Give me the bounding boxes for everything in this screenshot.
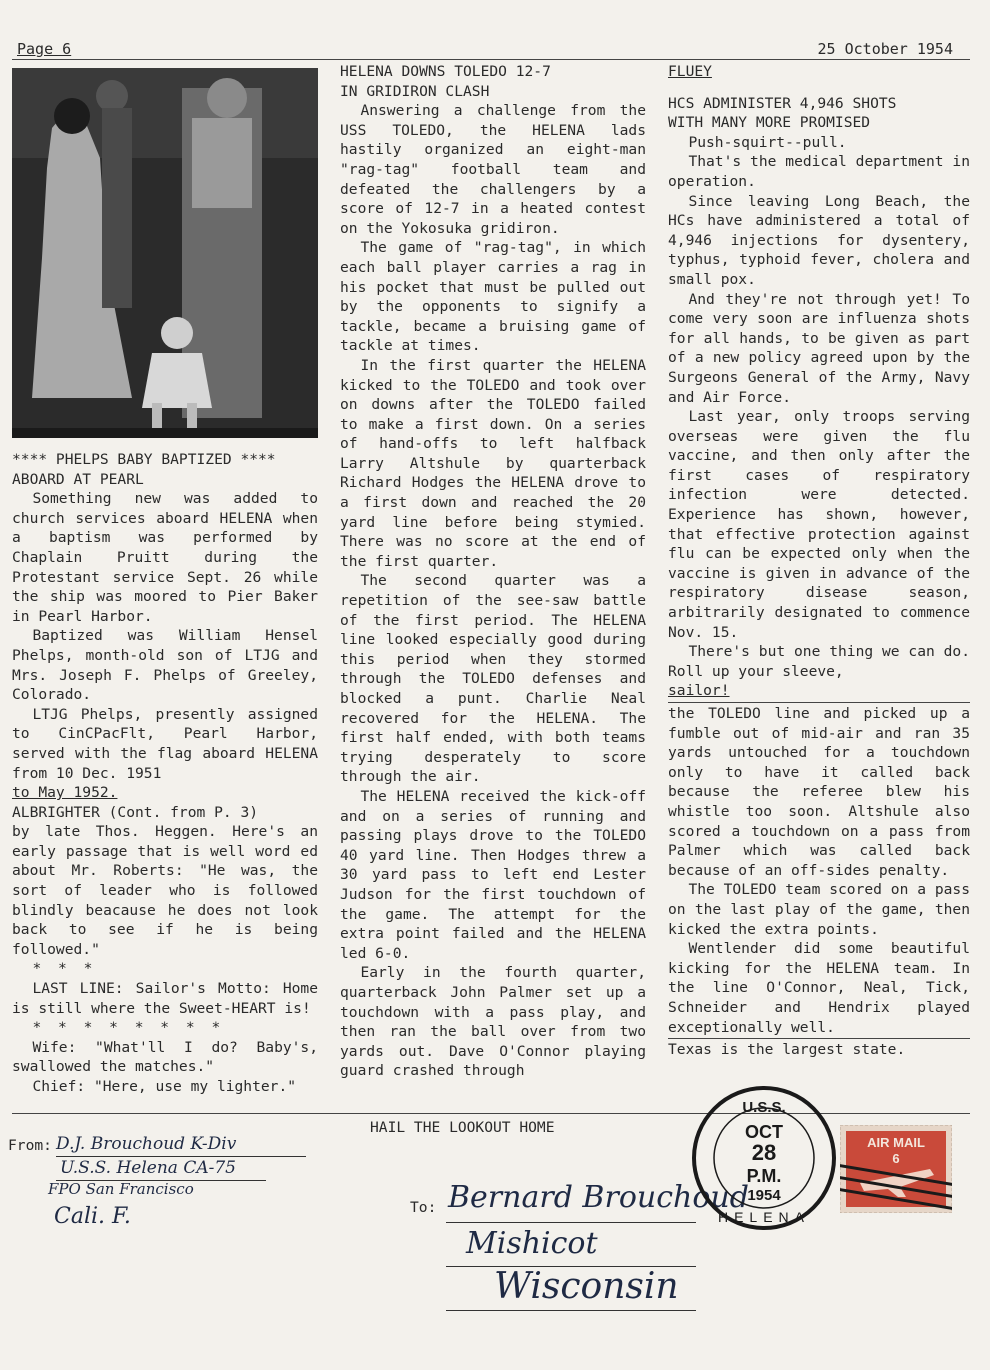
football-paragraph: In the first quarter the HELENA kicked to the TOLEDO and took over on downs after the TOLEDO failed to make a first down. On a series of hand-offs to left halfback Larry Altshule by quarterback Richard Hodges the HELENA drove to a first down and reached the 20 yard line before being stymied. There was no score at the end of the first quarter. (340, 356, 646, 570)
baptism-paragraph: Something new was added to church services aboard HELENA when a baptism was performed by Chaplain Pruitt during the Protestant service Sept. 26 while the ship was moored to Pier Baker in Pearl Harbor. (12, 490, 318, 625)
filler-fact: Texas is the largest state. (668, 1041, 906, 1059)
shots-paragraph: That's the medical department in operation. (668, 153, 970, 190)
column-left (12, 68, 318, 1097)
baptism-paragraph: Baptized was William Hensel Phelps, month-old son of LTJG and Mrs. Joseph F. Phelps of Greeley, Colorado. (12, 627, 318, 704)
to-label: To: (410, 1199, 437, 1216)
baptism-headline: **** PHELPS BABY BAPTIZED **** (12, 451, 276, 468)
to-underline (446, 1222, 696, 1223)
stamp-text: AIR MAIL (867, 1135, 925, 1150)
shots-paragraph: Push-squirt--pull. (688, 133, 847, 151)
to-underline (446, 1310, 696, 1311)
column-rule (668, 1038, 970, 1039)
football-subheadline: IN GRIDIRON CLASH (340, 82, 490, 100)
football-headline: HELENA DOWNS TOLEDO 12-7 (340, 63, 551, 80)
column-right (668, 62, 970, 1060)
hail-footer: HAIL THE LOOKOUT HOME (370, 1119, 555, 1136)
albrighter-headline: ALBRIGHTER (Cont. from P. 3) (12, 803, 259, 821)
from-line: U.S.S. Helena CA-75 (60, 1158, 236, 1178)
separator-stars: * * * (32, 960, 97, 978)
from-label: From: (8, 1137, 52, 1154)
shots-headline: HCS ADMINISTER 4,946 SHOTS (668, 94, 897, 112)
football-continued: The TOLEDO team scored on a pass on the last play of the game, then kicked the extra points. (668, 881, 970, 938)
header-rule (12, 59, 970, 60)
football-paragraph: The game of "rag-tag", in which each ball player carries a rag in his pocket that must be pulled out by the opponents to signify a tackle, became a bruising game of tackle at times. (340, 239, 646, 355)
to-line: Wisconsin (494, 1266, 679, 1307)
from-underline (56, 1156, 306, 1157)
postmark-month: OCT (745, 1122, 783, 1142)
postmark-ampm: P.M. (746, 1166, 782, 1186)
baptism-photo (12, 68, 318, 438)
postmark-icon (688, 1082, 840, 1234)
airmail-stamp-icon (840, 1125, 952, 1213)
postmark-top: U.S.S. (742, 1099, 786, 1116)
joke-line: Chief: "Here, use my lighter." (32, 1078, 297, 1095)
baptism-paragraph-end: to May 1952. (12, 784, 118, 802)
from-line: D.J. Brouchoud K-Div (56, 1134, 237, 1154)
page-number: Page 6 (17, 40, 72, 58)
baptism-subheadline: ABOARD AT PEARL (12, 470, 144, 488)
joke-line: Wife: "What'll I do? Baby's, swallowed the matches." (12, 1038, 318, 1076)
football-paragraph: The second quarter was a repetition of the see-saw battle of the first period. The HELENA line looked especially good during this period when they stormed through the TOLEDO defenses and blocked a punt. Charlie Neal recovered for the HELENA. The first half ended, with both teams trying desperately to score through the air. (340, 572, 646, 786)
football-continued: Wentlender did some beautiful kicking for the HELENA team. In the line O'Connor, Neal, Tick, Schneider and Hendrix played exceptionally well. (668, 940, 970, 1036)
to-line: Mishicot (466, 1226, 598, 1261)
column-rule (668, 702, 970, 703)
from-line: Cali. F. (54, 1204, 131, 1229)
from-line: FPO San Francisco (48, 1180, 194, 1198)
shots-paragraph: And they're not through yet! To come very soon are influenza shots for all hands, to be given as part of a new policy agreed upon by the Surgeons General of the Army, Navy and Air Force. (668, 290, 970, 406)
shots-paragraph: Since leaving Long Beach, the HCs have administered a total of 4,946 injections for dysentery, typhus, typhoid fever, cholera and small pox. (668, 192, 970, 288)
last-line-paragraph: LAST LINE: Sailor's Motto: Home is still where the Sweet-HEART is! (12, 980, 318, 1017)
football-continued: the TOLEDO line and picked up a fumble out of mid-air and ran 35 yards untouched for a touchdown only to have it called back because the referee blew his whistle too soon. Altshule also scored a touchdown on a pass from Palmer which was called back because of an off-sides penalty. (668, 705, 970, 879)
football-paragraph: Early in the fourth quarter, quarterback John Palmer set up a touchdown with a pass play, and then ran the ball over from two yards out. Dave O'Connor playing guard crashed through (340, 964, 646, 1080)
football-paragraph: The HELENA received the kick-off and on a series of running and passing plays drove to the TOLEDO 40 yard line. Then Hodges threw a 30 yard pass to left end Lester Judson for the first touchdown of the game. The attempt for the extra point failed and the HELENA led 6-0. (340, 787, 646, 962)
shots-subheadline: WITH MANY MORE PROMISED (668, 114, 871, 132)
issue-date: 25 October 1954 (817, 40, 953, 58)
shots-paragraph: There's but one thing we can do. Roll up your sleeve, (668, 643, 970, 680)
stamp-value: 6 (892, 1151, 900, 1166)
column-middle (340, 62, 646, 1081)
postmark-day: 28 (751, 1140, 777, 1165)
section-title-fluey: FLUEY (668, 63, 712, 80)
shots-paragraph: Last year, only troops serving overseas were given the flu vaccine, and then only after the first cases of respiratory infection were detected. Experience has shown, however, that effective protection against flu can be expected only when the vaccine is given in advance of the respiratory disease season, arbitrarily designated to commence Nov. 15. (668, 408, 970, 641)
shots-paragraph-end: sailor! (668, 682, 730, 700)
albrighter-paragraph: by late Thos. Heggen. Here's an early passage that is well word ed about Mr. Roberts: "He was, the sort of leader who is followed blindly beacause he does not look back to see if he is being followed." (12, 823, 318, 958)
to-line: Bernard Brouchoud (448, 1180, 749, 1215)
postmark-year: 1954 (747, 1187, 781, 1204)
postmark-ship: HELENA (717, 1209, 811, 1225)
separator-stars: * * * * * * * * (32, 1019, 225, 1037)
football-paragraph: Answering a challenge from the USS TOLEDO, the HELENA lads hastily organized an eight-man "rag-tag" football team and defeated the challengers by a score of 12-7 in a heated contest on the Yokosuka gridiron. (340, 102, 646, 237)
baptism-paragraph: LTJG Phelps, presently assigned to CinCPacFlt, Pearl Harbor, served with the flag aboard HELENA from 10 Dec. 1951 (12, 705, 318, 782)
